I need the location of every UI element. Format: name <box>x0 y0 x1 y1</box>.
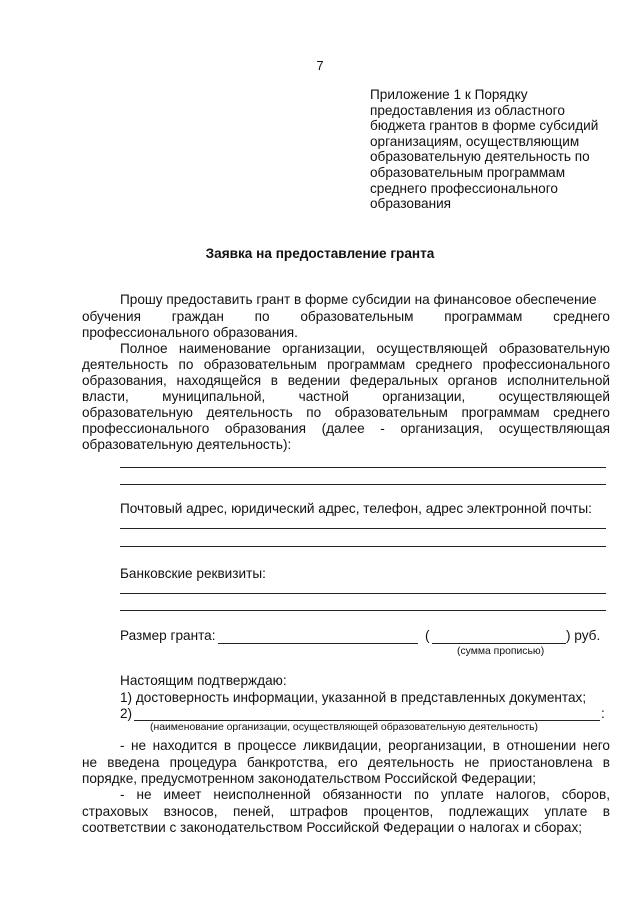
confirm-org-fill-line[interactable] <box>134 720 600 721</box>
grant-open-paren: ( <box>425 628 430 643</box>
org-name-fill-line[interactable] <box>120 484 606 485</box>
org-par-line: образования, находящейся в ведении федеральных органов исполнительной <box>82 373 610 388</box>
appendix-line: Приложение 1 к Порядку <box>370 87 528 102</box>
condition-line: - не находится в процессе ликвидации, реорганизации, в отношении него <box>120 738 610 753</box>
grant-currency: ) руб. <box>566 628 601 643</box>
appendix-line: среднего профессионального <box>370 180 558 196</box>
grant-amount-fill-line[interactable] <box>218 643 418 644</box>
org-par-line: профессионального образования (далее - организация, осуществляющая <box>82 421 610 436</box>
appendix-line: образовательным программам <box>370 164 566 180</box>
appendix-line: бюджета грантов в форме субсидий <box>370 118 599 134</box>
grant-words-fill-line[interactable] <box>432 643 566 644</box>
document-title: Заявка на предоставление гранта <box>205 246 435 261</box>
address-label: Почтовый адрес, юридический адрес, телефон, адрес электронной почты: <box>120 501 592 516</box>
org-par-line: деятельность по образовательным программам среднего профессионального <box>82 357 610 372</box>
bank-fill-line[interactable] <box>120 593 606 594</box>
org-par-line: образовательную деятельность): <box>82 437 292 452</box>
page-number: 7 <box>316 58 324 73</box>
org-par-line: образовательную деятельность по образовательным программам среднего <box>82 405 610 420</box>
appendix-line: предоставления из областного <box>370 102 565 118</box>
condition-line: страховых взносов, пеней, штрафов процентов, подлежащих уплате в <box>82 804 610 819</box>
address-fill-line[interactable] <box>120 546 606 547</box>
intro-line: обучения граждан по образовательным программам среднего <box>82 309 610 324</box>
org-name-fill-line[interactable] <box>120 467 606 468</box>
grant-words-hint: (сумма прописью) <box>457 646 545 657</box>
confirm-item-2-suffix: : <box>601 706 605 721</box>
confirm-heading: Настоящим подтверждаю: <box>120 673 287 688</box>
bank-label: Банковские реквизиты: <box>120 566 266 581</box>
appendix-line: образовательную деятельность по <box>370 149 590 165</box>
condition-line: соответствии с законодательством Российской Федерации о налогах и сборах; <box>82 820 583 835</box>
intro-line: профессионального образования. <box>82 325 298 340</box>
intro-line: Прошу предоставить грант в форме субсидии на финансовое обеспечение <box>120 292 597 307</box>
appendix-line: организациям, осуществляющим <box>370 133 580 149</box>
org-par-line: власти, муниципальной, частной организации, осуществляющей <box>82 389 610 404</box>
address-fill-line[interactable] <box>120 528 606 529</box>
confirm-org-hint: (наименование организации, осуществляющей образовательную деятельность) <box>150 722 539 733</box>
confirm-item-1: 1) достоверность информации, указанной в представленных документах; <box>120 690 587 705</box>
appendix-line: образования <box>370 196 452 212</box>
condition-line: порядке, предусмотренном законодательством Российской Федерации; <box>82 771 537 786</box>
condition-line: - не имеет неисполненной обязанности по уплате налогов, сборов, <box>120 787 610 802</box>
bank-fill-line[interactable] <box>120 610 606 611</box>
org-par-line: Полное наименование организации, осуществляющей образовательную <box>120 341 610 356</box>
appendix-note <box>370 87 610 212</box>
confirm-item-2-prefix: 2) <box>120 706 133 721</box>
condition-line: не введена процедура банкротства, его деятельность не приостановлена в <box>82 755 610 770</box>
grant-label: Размер гранта: <box>120 628 216 643</box>
